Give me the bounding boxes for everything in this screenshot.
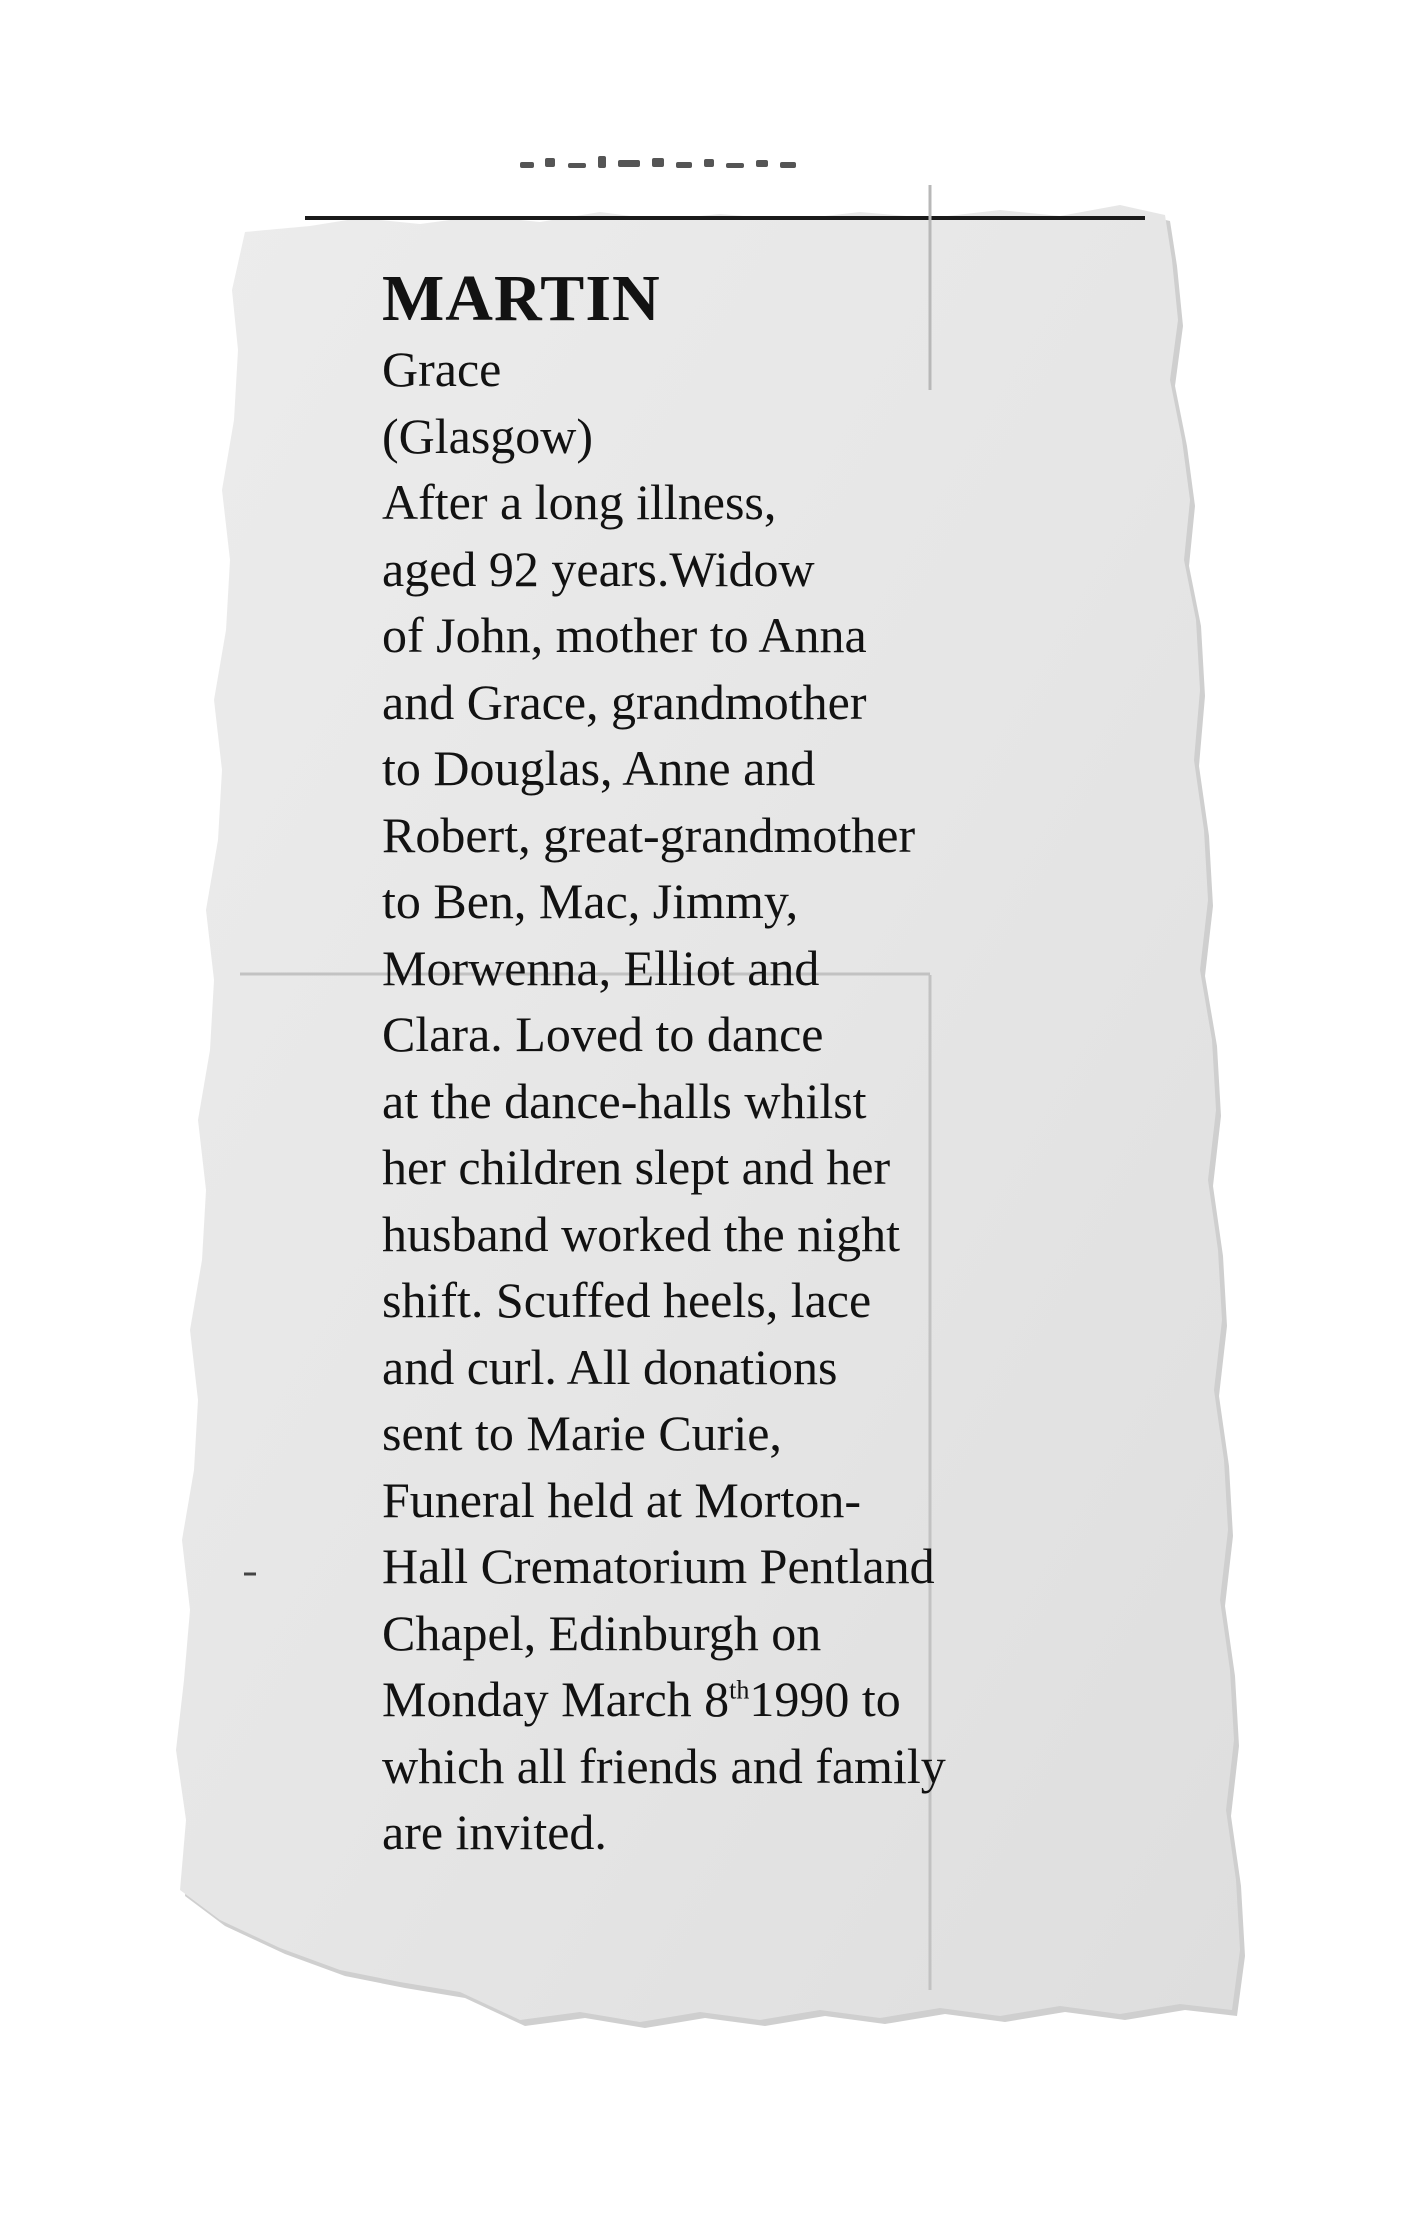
notice-line: to Ben, Mac, Jimmy, xyxy=(382,873,799,929)
notice-line: at the dance-halls whilst xyxy=(382,1072,867,1129)
first-name: Grace xyxy=(382,341,502,397)
notice-line: of John, mother to Anna xyxy=(382,607,867,663)
surname-heading: MARTIN xyxy=(382,262,661,335)
notice-line: and Grace, grandmother xyxy=(382,673,867,730)
notice-line: Funeral held at Morton- xyxy=(382,1471,862,1528)
notice-line: After a long illness, xyxy=(382,474,777,530)
obituary-notice xyxy=(382,262,1062,1866)
notice-closing xyxy=(382,1733,1062,1866)
notice-line: Morwenna, Elliot and xyxy=(382,939,820,996)
notice-line: to Douglas, Anne and xyxy=(382,740,816,796)
notice-body xyxy=(382,469,1062,1666)
notice-line: sent to Marie Curie, xyxy=(382,1405,782,1461)
closing-line: which all friends and family xyxy=(382,1737,946,1794)
notice-line: Robert, great-grandmother xyxy=(382,806,916,863)
location: (Glasgow) xyxy=(382,407,594,464)
date-suffix: 1990 to xyxy=(749,1671,901,1727)
notice-line: her children slept and her xyxy=(382,1139,891,1195)
notice-line: Clara. Loved to dance xyxy=(382,1006,824,1062)
notice-line: and curl. All donations xyxy=(382,1338,838,1395)
date-ordinal: th xyxy=(729,1675,750,1705)
notice-line: Chapel, Edinburgh on xyxy=(382,1604,822,1661)
date-line xyxy=(382,1666,1062,1733)
notice-line: husband worked the night xyxy=(382,1205,900,1262)
notice-line: Hall Crematorium Pentland xyxy=(382,1538,935,1594)
date-prefix: Monday March 8 xyxy=(382,1671,730,1727)
notice-line: shift. Scuffed heels, lace xyxy=(382,1272,872,1328)
closing-line: are invited. xyxy=(382,1804,607,1860)
torn-text-fragment xyxy=(520,156,796,168)
notice-line: aged 92 years.Widow xyxy=(382,540,815,597)
